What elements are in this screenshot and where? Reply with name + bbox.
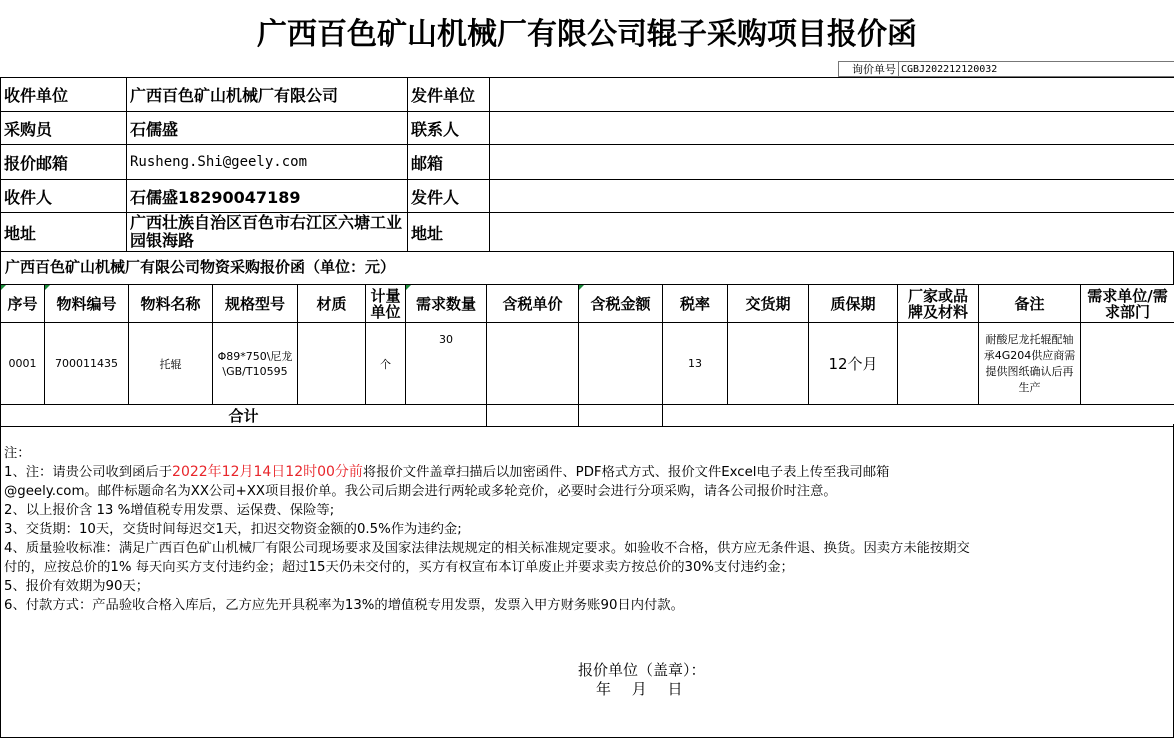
- cell-dept: [1081, 323, 1174, 405]
- sender-value: [490, 180, 1174, 213]
- total-label: 合计: [1, 405, 487, 427]
- col-header-amount: 含税金额: [579, 285, 663, 323]
- recipient-label: 收件人: [1, 180, 127, 213]
- note-4a: 4、质量验收标准：满足广西百色矿山机械厂有限公司现场要求及国家法律法规规定的相关标准规定要求。如验收不合格，供方应无条件退、换货。因卖方未能按期交: [4, 541, 970, 556]
- table-row: [1, 323, 1174, 405]
- col-header-warranty: 质保期: [809, 285, 898, 323]
- cell-brand[interactable]: [898, 323, 979, 405]
- page-title: 广西百色矿山机械厂有限公司辊子采购项目报价函: [257, 16, 917, 52]
- items-table: [0, 284, 1174, 427]
- notes-section: [0, 424, 1174, 738]
- cell-code: 700011435: [45, 323, 129, 405]
- col-header-name: 物料名称: [129, 285, 213, 323]
- buyer-label: 采购员: [1, 112, 127, 145]
- inquiry-number-label: 询价单号: [838, 61, 898, 77]
- mailbox-value: [490, 145, 1174, 180]
- cell-material: [298, 323, 366, 405]
- col-header-material: 材质: [298, 285, 366, 323]
- cell-remark: 耐酸尼龙托辊配轴承4G204供应商需提供图纸确认后再生产: [979, 323, 1081, 405]
- cell-qty: 30: [406, 323, 487, 405]
- cell-unit-price[interactable]: [487, 323, 579, 405]
- recipient-value: 石儒盛18290047189: [127, 180, 408, 213]
- col-header-delivery: 交货期: [728, 285, 809, 323]
- col-header-remark: 备注: [979, 285, 1081, 323]
- email-label: 报价邮箱: [1, 145, 127, 180]
- col-header-unit-price: 含税单价: [487, 285, 579, 323]
- signature-label: 报价单位（盖章）：: [578, 661, 706, 679]
- col-header-unit: 计量单位: [366, 285, 406, 323]
- note-6: 6、付款方式：产品验收合格入库后，乙方应先开具税率为13%的增值税专用发票，发票入甲方财务账90日内付款。: [4, 598, 684, 613]
- note-4b: 付的，应按总价的1% 每天向买方支付违约金；超过15天仍未交付的，买方有权宣布本订单废止并要求卖方按总价的30%支付违约金；: [4, 560, 794, 575]
- note-1-pre: 1、注：请贵公司收到函后于: [4, 465, 173, 480]
- sender-address-label: 地址: [408, 213, 490, 252]
- address-label: 地址: [1, 213, 127, 252]
- note-1-deadline: 2022年12月14日12时00分前: [172, 464, 363, 480]
- col-header-code: 物料编号: [45, 285, 129, 323]
- note-2: 2、以上报价含 13 %增值税专用发票、运保费、保险等;: [4, 503, 335, 518]
- signature-date: 年 月 日: [596, 680, 683, 698]
- col-header-brand: 厂家或品牌及材料: [898, 285, 979, 323]
- sender-label: 发件人: [408, 180, 490, 213]
- buyer-value: 石儒盛: [127, 112, 408, 145]
- col-header-tax: 税率: [663, 285, 728, 323]
- cell-warranty: 12个月: [809, 323, 898, 405]
- contact-value: [490, 112, 1174, 145]
- cell-tax: 13: [663, 323, 728, 405]
- quotation-subtitle: 广西百色矿山机械厂有限公司物资采购报价函（单位：元）: [0, 251, 1174, 284]
- cell-name: 托辊: [129, 323, 213, 405]
- address-value: 广西壮族自治区百色市右江区六塘工业园银海路: [127, 213, 408, 252]
- col-header-qty: 需求数量: [406, 285, 487, 323]
- receiver-unit-value: 广西百色矿山机械厂有限公司: [127, 78, 408, 112]
- receiver-unit-label: 收件单位: [1, 78, 127, 112]
- mailbox-label: 邮箱: [408, 145, 490, 180]
- sender-unit-value: [490, 78, 1174, 112]
- note-1: [4, 463, 1170, 482]
- col-header-spec: 规格型号: [213, 285, 298, 323]
- contact-info-table: [0, 77, 1174, 252]
- sender-address-value: [490, 213, 1174, 252]
- note-1-post: 将报价文件盖章扫描后以加密函件、PDF格式方式、报价文件Excel电子表上传至我司邮箱: [362, 465, 890, 480]
- cell-amount[interactable]: [579, 323, 663, 405]
- col-header-dept: 需求单位/需求部门: [1081, 285, 1174, 323]
- cell-seq: 0001: [1, 323, 45, 405]
- notes-heading: 注：: [4, 446, 31, 461]
- note-3: 3、交货期：10天，交货时间每迟交1天，扣迟交物资金额的0.5%作为违约金;: [4, 522, 462, 537]
- inquiry-number-value: CGBJ202212120032: [898, 61, 1174, 77]
- note-5: 5、报价有效期为90天；: [4, 579, 150, 594]
- sender-unit-label: 发件单位: [408, 78, 490, 112]
- cell-delivery[interactable]: [728, 323, 809, 405]
- cell-spec: Φ89*750\尼龙\GB/T10595: [213, 323, 298, 405]
- cell-unit: 个: [366, 323, 406, 405]
- contact-label: 联系人: [408, 112, 490, 145]
- note-1-continued: @geely.com。邮件标题命名为XX公司+XX项目报价单。我公司后期会进行两轮或多轮竞价，必要时会进行分项采购，请各公司报价时注意。: [4, 484, 837, 499]
- col-header-seq: 序号: [1, 285, 45, 323]
- email-value: Rusheng.Shi@geely.com: [127, 145, 408, 180]
